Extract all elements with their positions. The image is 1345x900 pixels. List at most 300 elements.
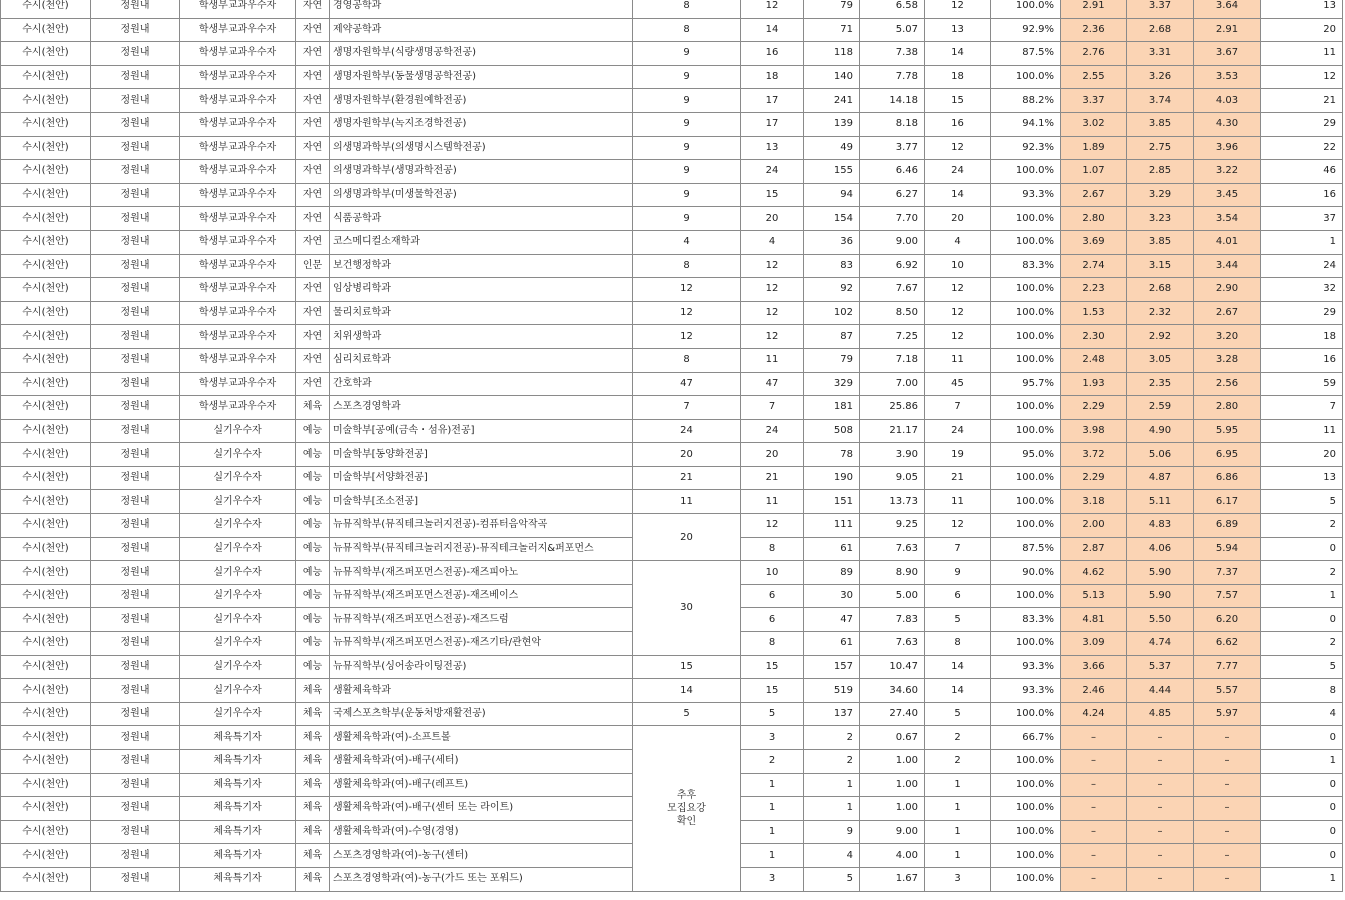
track-cell[interactable]: 체육	[296, 726, 330, 750]
grade-bottom-cell[interactable]: –	[1194, 867, 1261, 891]
grade-top-cell[interactable]: 4.81	[1061, 608, 1127, 632]
waitlist-rank-cell[interactable]: 20	[1261, 18, 1343, 42]
grade-avg-cell[interactable]: 3.23	[1127, 207, 1194, 231]
admission-type-cell[interactable]: 수시(천안)	[1, 42, 91, 66]
quota-type-cell[interactable]: 정원내	[91, 419, 180, 443]
waitlist-rank-cell[interactable]: 0	[1261, 608, 1343, 632]
recruit-count-cell[interactable]: 9	[633, 42, 741, 66]
grade-top-cell[interactable]: 3.37	[1061, 89, 1127, 113]
quota-type-cell[interactable]: 정원내	[91, 632, 180, 656]
competition-rate-cell[interactable]: 7.63	[860, 632, 925, 656]
registration-rate-cell[interactable]: 88.2%	[991, 89, 1061, 113]
enrolled-cell[interactable]: 12	[925, 325, 991, 349]
final-recruit-cell[interactable]: 12	[741, 325, 804, 349]
department-cell[interactable]: 치위생학과	[330, 325, 633, 349]
final-recruit-cell[interactable]: 12	[741, 278, 804, 302]
final-recruit-cell[interactable]: 3	[741, 867, 804, 891]
waitlist-rank-cell[interactable]: 0	[1261, 844, 1343, 868]
quota-type-cell[interactable]: 정원내	[91, 726, 180, 750]
recruit-count-cell[interactable]: 추후 모집요강 확인	[633, 726, 741, 891]
recruit-count-cell[interactable]: 9	[633, 65, 741, 89]
waitlist-rank-cell[interactable]: 5	[1261, 490, 1343, 514]
recruit-count-cell[interactable]: 8	[633, 0, 741, 18]
competition-rate-cell[interactable]: 21.17	[860, 419, 925, 443]
competition-rate-cell[interactable]: 5.07	[860, 18, 925, 42]
selection-type-cell[interactable]: 학생부교과우수자	[180, 278, 296, 302]
recruit-count-cell[interactable]: 9	[633, 183, 741, 207]
registration-rate-cell[interactable]: 100.0%	[991, 160, 1061, 184]
quota-type-cell[interactable]: 정원내	[91, 301, 180, 325]
competition-rate-cell[interactable]: 9.00	[860, 230, 925, 254]
quota-type-cell[interactable]: 정원내	[91, 136, 180, 160]
selection-type-cell[interactable]: 학생부교과우수자	[180, 396, 296, 420]
admission-type-cell[interactable]: 수시(천안)	[1, 0, 91, 18]
track-cell[interactable]: 예능	[296, 466, 330, 490]
final-recruit-cell[interactable]: 21	[741, 466, 804, 490]
final-recruit-cell[interactable]: 11	[741, 348, 804, 372]
applicants-cell[interactable]: 79	[804, 348, 860, 372]
waitlist-rank-cell[interactable]: 59	[1261, 372, 1343, 396]
waitlist-rank-cell[interactable]: 13	[1261, 0, 1343, 18]
registration-rate-cell[interactable]: 100.0%	[991, 844, 1061, 868]
admission-type-cell[interactable]: 수시(천안)	[1, 726, 91, 750]
final-recruit-cell[interactable]: 12	[741, 514, 804, 538]
enrolled-cell[interactable]: 14	[925, 183, 991, 207]
selection-type-cell[interactable]: 체육특기자	[180, 844, 296, 868]
applicants-cell[interactable]: 154	[804, 207, 860, 231]
grade-avg-cell[interactable]: 5.90	[1127, 584, 1194, 608]
registration-rate-cell[interactable]: 100.0%	[991, 867, 1061, 891]
enrolled-cell[interactable]: 4	[925, 230, 991, 254]
recruit-count-cell[interactable]: 9	[633, 136, 741, 160]
competition-rate-cell[interactable]: 7.00	[860, 372, 925, 396]
grade-avg-cell[interactable]: 2.68	[1127, 278, 1194, 302]
registration-rate-cell[interactable]: 83.3%	[991, 608, 1061, 632]
recruit-count-cell[interactable]: 7	[633, 396, 741, 420]
recruit-count-cell[interactable]: 5	[633, 702, 741, 726]
competition-rate-cell[interactable]: 9.00	[860, 820, 925, 844]
grade-bottom-cell[interactable]: 2.91	[1194, 18, 1261, 42]
enrolled-cell[interactable]: 12	[925, 514, 991, 538]
selection-type-cell[interactable]: 학생부교과우수자	[180, 207, 296, 231]
department-cell[interactable]: 생명자원학부(동물생명공학전공)	[330, 65, 633, 89]
applicants-cell[interactable]: 4	[804, 844, 860, 868]
department-cell[interactable]: 의생명과학부(미생물학전공)	[330, 183, 633, 207]
grade-avg-cell[interactable]: 4.83	[1127, 514, 1194, 538]
selection-type-cell[interactable]: 실기우수자	[180, 655, 296, 679]
recruit-count-cell[interactable]: 9	[633, 207, 741, 231]
waitlist-rank-cell[interactable]: 0	[1261, 820, 1343, 844]
grade-bottom-cell[interactable]: 7.77	[1194, 655, 1261, 679]
applicants-cell[interactable]: 2	[804, 750, 860, 774]
applicants-cell[interactable]: 329	[804, 372, 860, 396]
registration-rate-cell[interactable]: 100.0%	[991, 0, 1061, 18]
competition-rate-cell[interactable]: 9.05	[860, 466, 925, 490]
quota-type-cell[interactable]: 정원내	[91, 160, 180, 184]
applicants-cell[interactable]: 87	[804, 325, 860, 349]
final-recruit-cell[interactable]: 2	[741, 750, 804, 774]
enrolled-cell[interactable]: 24	[925, 160, 991, 184]
selection-type-cell[interactable]: 학생부교과우수자	[180, 65, 296, 89]
department-cell[interactable]: 식품공학과	[330, 207, 633, 231]
selection-type-cell[interactable]: 학생부교과우수자	[180, 42, 296, 66]
recruit-count-cell[interactable]: 24	[633, 419, 741, 443]
waitlist-rank-cell[interactable]: 20	[1261, 443, 1343, 467]
enrolled-cell[interactable]: 11	[925, 348, 991, 372]
waitlist-rank-cell[interactable]: 37	[1261, 207, 1343, 231]
registration-rate-cell[interactable]: 100.0%	[991, 65, 1061, 89]
track-cell[interactable]: 자연	[296, 325, 330, 349]
grade-bottom-cell[interactable]: 3.54	[1194, 207, 1261, 231]
competition-rate-cell[interactable]: 8.18	[860, 112, 925, 136]
enrolled-cell[interactable]: 18	[925, 65, 991, 89]
admission-type-cell[interactable]: 수시(천안)	[1, 514, 91, 538]
grade-avg-cell[interactable]: –	[1127, 797, 1194, 821]
department-cell[interactable]: 생활체육학과(여)-소프트볼	[330, 726, 633, 750]
selection-type-cell[interactable]: 학생부교과우수자	[180, 18, 296, 42]
recruit-count-cell[interactable]: 9	[633, 160, 741, 184]
competition-rate-cell[interactable]: 6.27	[860, 183, 925, 207]
final-recruit-cell[interactable]: 7	[741, 396, 804, 420]
grade-top-cell[interactable]: 2.29	[1061, 396, 1127, 420]
registration-rate-cell[interactable]: 100.0%	[991, 278, 1061, 302]
admission-type-cell[interactable]: 수시(천안)	[1, 537, 91, 561]
grade-bottom-cell[interactable]: 3.28	[1194, 348, 1261, 372]
registration-rate-cell[interactable]: 100.0%	[991, 396, 1061, 420]
grade-top-cell[interactable]: 2.00	[1061, 514, 1127, 538]
grade-top-cell[interactable]: 2.46	[1061, 679, 1127, 703]
grade-top-cell[interactable]: 1.89	[1061, 136, 1127, 160]
final-recruit-cell[interactable]: 8	[741, 632, 804, 656]
admission-type-cell[interactable]: 수시(천안)	[1, 844, 91, 868]
admission-type-cell[interactable]: 수시(천안)	[1, 608, 91, 632]
competition-rate-cell[interactable]: 6.46	[860, 160, 925, 184]
selection-type-cell[interactable]: 학생부교과우수자	[180, 112, 296, 136]
final-recruit-cell[interactable]: 17	[741, 89, 804, 113]
enrolled-cell[interactable]: 45	[925, 372, 991, 396]
waitlist-rank-cell[interactable]: 0	[1261, 797, 1343, 821]
track-cell[interactable]: 체육	[296, 702, 330, 726]
applicants-cell[interactable]: 5	[804, 867, 860, 891]
registration-rate-cell[interactable]: 92.3%	[991, 136, 1061, 160]
department-cell[interactable]: 뉴뮤직학부(재즈퍼포먼스전공)-재즈드럼	[330, 608, 633, 632]
quota-type-cell[interactable]: 정원내	[91, 348, 180, 372]
applicants-cell[interactable]: 190	[804, 466, 860, 490]
competition-rate-cell[interactable]: 14.18	[860, 89, 925, 113]
registration-rate-cell[interactable]: 90.0%	[991, 561, 1061, 585]
grade-top-cell[interactable]: –	[1061, 773, 1127, 797]
recruit-count-cell[interactable]: 12	[633, 278, 741, 302]
recruit-count-cell[interactable]: 4	[633, 230, 741, 254]
admission-type-cell[interactable]: 수시(천안)	[1, 632, 91, 656]
track-cell[interactable]: 자연	[296, 160, 330, 184]
grade-top-cell[interactable]: 2.48	[1061, 348, 1127, 372]
track-cell[interactable]: 자연	[296, 18, 330, 42]
enrolled-cell[interactable]: 12	[925, 136, 991, 160]
quota-type-cell[interactable]: 정원내	[91, 254, 180, 278]
recruit-count-cell[interactable]: 9	[633, 89, 741, 113]
applicants-cell[interactable]: 49	[804, 136, 860, 160]
enrolled-cell[interactable]: 9	[925, 561, 991, 585]
admission-type-cell[interactable]: 수시(천안)	[1, 207, 91, 231]
registration-rate-cell[interactable]: 83.3%	[991, 254, 1061, 278]
grade-avg-cell[interactable]: 5.11	[1127, 490, 1194, 514]
registration-rate-cell[interactable]: 100.0%	[991, 820, 1061, 844]
final-recruit-cell[interactable]: 16	[741, 42, 804, 66]
applicants-cell[interactable]: 94	[804, 183, 860, 207]
quota-type-cell[interactable]: 정원내	[91, 750, 180, 774]
selection-type-cell[interactable]: 체육특기자	[180, 867, 296, 891]
selection-type-cell[interactable]: 학생부교과우수자	[180, 89, 296, 113]
grade-top-cell[interactable]: 2.55	[1061, 65, 1127, 89]
quota-type-cell[interactable]: 정원내	[91, 325, 180, 349]
waitlist-rank-cell[interactable]: 8	[1261, 679, 1343, 703]
selection-type-cell[interactable]: 학생부교과우수자	[180, 136, 296, 160]
recruit-count-cell[interactable]: 47	[633, 372, 741, 396]
competition-rate-cell[interactable]: 25.86	[860, 396, 925, 420]
final-recruit-cell[interactable]: 18	[741, 65, 804, 89]
waitlist-rank-cell[interactable]: 0	[1261, 726, 1343, 750]
waitlist-rank-cell[interactable]: 5	[1261, 655, 1343, 679]
grade-avg-cell[interactable]: 5.50	[1127, 608, 1194, 632]
grade-avg-cell[interactable]: 3.29	[1127, 183, 1194, 207]
competition-rate-cell[interactable]: 7.63	[860, 537, 925, 561]
grade-bottom-cell[interactable]: 2.67	[1194, 301, 1261, 325]
grade-avg-cell[interactable]: 3.05	[1127, 348, 1194, 372]
department-cell[interactable]: 뉴뮤직학부(뮤직테크놀러지전공)-컴퓨터음악작곡	[330, 514, 633, 538]
applicants-cell[interactable]: 137	[804, 702, 860, 726]
recruit-count-cell[interactable]: 9	[633, 112, 741, 136]
quota-type-cell[interactable]: 정원내	[91, 844, 180, 868]
admission-type-cell[interactable]: 수시(천안)	[1, 278, 91, 302]
department-cell[interactable]: 스포츠경영학과(여)-농구(센터)	[330, 844, 633, 868]
final-recruit-cell[interactable]: 6	[741, 608, 804, 632]
applicants-cell[interactable]: 30	[804, 584, 860, 608]
waitlist-rank-cell[interactable]: 4	[1261, 702, 1343, 726]
grade-top-cell[interactable]: 3.72	[1061, 443, 1127, 467]
grade-top-cell[interactable]: 3.69	[1061, 230, 1127, 254]
registration-rate-cell[interactable]: 100.0%	[991, 325, 1061, 349]
grade-bottom-cell[interactable]: 3.67	[1194, 42, 1261, 66]
grade-bottom-cell[interactable]: 2.90	[1194, 278, 1261, 302]
department-cell[interactable]: 의생명과학부(의생명시스템학전공)	[330, 136, 633, 160]
final-recruit-cell[interactable]: 13	[741, 136, 804, 160]
grade-avg-cell[interactable]: 2.35	[1127, 372, 1194, 396]
grade-top-cell[interactable]: 2.29	[1061, 466, 1127, 490]
grade-top-cell[interactable]: 2.91	[1061, 0, 1127, 18]
grade-avg-cell[interactable]: 3.31	[1127, 42, 1194, 66]
waitlist-rank-cell[interactable]: 29	[1261, 301, 1343, 325]
final-recruit-cell[interactable]: 15	[741, 655, 804, 679]
grade-bottom-cell[interactable]: 4.30	[1194, 112, 1261, 136]
applicants-cell[interactable]: 111	[804, 514, 860, 538]
quota-type-cell[interactable]: 정원내	[91, 584, 180, 608]
grade-bottom-cell[interactable]: 3.53	[1194, 65, 1261, 89]
waitlist-rank-cell[interactable]: 12	[1261, 65, 1343, 89]
selection-type-cell[interactable]: 실기우수자	[180, 537, 296, 561]
enrolled-cell[interactable]: 20	[925, 207, 991, 231]
registration-rate-cell[interactable]: 100.0%	[991, 207, 1061, 231]
quota-type-cell[interactable]: 정원내	[91, 466, 180, 490]
registration-rate-cell[interactable]: 87.5%	[991, 42, 1061, 66]
applicants-cell[interactable]: 519	[804, 679, 860, 703]
waitlist-rank-cell[interactable]: 16	[1261, 183, 1343, 207]
competition-rate-cell[interactable]: 7.70	[860, 207, 925, 231]
track-cell[interactable]: 자연	[296, 301, 330, 325]
applicants-cell[interactable]: 241	[804, 89, 860, 113]
registration-rate-cell[interactable]: 87.5%	[991, 537, 1061, 561]
quota-type-cell[interactable]: 정원내	[91, 679, 180, 703]
applicants-cell[interactable]: 61	[804, 537, 860, 561]
department-cell[interactable]: 코스메디컬소재학과	[330, 230, 633, 254]
admission-type-cell[interactable]: 수시(천안)	[1, 348, 91, 372]
quota-type-cell[interactable]: 정원내	[91, 183, 180, 207]
department-cell[interactable]: 뉴뮤직학부(재즈퍼포먼스전공)-재즈피아노	[330, 561, 633, 585]
selection-type-cell[interactable]: 학생부교과우수자	[180, 0, 296, 18]
grade-avg-cell[interactable]: 5.90	[1127, 561, 1194, 585]
grade-top-cell[interactable]: 2.23	[1061, 278, 1127, 302]
grade-avg-cell[interactable]: 2.92	[1127, 325, 1194, 349]
department-cell[interactable]: 생명자원학부(녹지조경학전공)	[330, 112, 633, 136]
track-cell[interactable]: 자연	[296, 89, 330, 113]
waitlist-rank-cell[interactable]: 18	[1261, 325, 1343, 349]
competition-rate-cell[interactable]: 8.90	[860, 561, 925, 585]
grade-bottom-cell[interactable]: 6.95	[1194, 443, 1261, 467]
grade-avg-cell[interactable]: 4.44	[1127, 679, 1194, 703]
final-recruit-cell[interactable]: 24	[741, 160, 804, 184]
competition-rate-cell[interactable]: 1.00	[860, 750, 925, 774]
department-cell[interactable]: 생활체육학과(여)-배구(레프트)	[330, 773, 633, 797]
waitlist-rank-cell[interactable]: 2	[1261, 514, 1343, 538]
grade-avg-cell[interactable]: 3.37	[1127, 0, 1194, 18]
enrolled-cell[interactable]: 1	[925, 820, 991, 844]
quota-type-cell[interactable]: 정원내	[91, 278, 180, 302]
waitlist-rank-cell[interactable]: 11	[1261, 42, 1343, 66]
grade-bottom-cell[interactable]: 6.89	[1194, 514, 1261, 538]
grade-bottom-cell[interactable]: 3.20	[1194, 325, 1261, 349]
final-recruit-cell[interactable]: 12	[741, 0, 804, 18]
applicants-cell[interactable]: 2	[804, 726, 860, 750]
grade-avg-cell[interactable]: 2.59	[1127, 396, 1194, 420]
admission-type-cell[interactable]: 수시(천안)	[1, 466, 91, 490]
admission-type-cell[interactable]: 수시(천안)	[1, 750, 91, 774]
grade-bottom-cell[interactable]: 7.37	[1194, 561, 1261, 585]
quota-type-cell[interactable]: 정원내	[91, 773, 180, 797]
enrolled-cell[interactable]: 21	[925, 466, 991, 490]
department-cell[interactable]: 생활체육학과(여)-배구(세터)	[330, 750, 633, 774]
department-cell[interactable]: 뉴뮤직학부(싱어송라이팅전공)	[330, 655, 633, 679]
track-cell[interactable]: 예능	[296, 419, 330, 443]
grade-top-cell[interactable]: 3.98	[1061, 419, 1127, 443]
admission-type-cell[interactable]: 수시(천안)	[1, 773, 91, 797]
enrolled-cell[interactable]: 14	[925, 655, 991, 679]
applicants-cell[interactable]: 71	[804, 18, 860, 42]
department-cell[interactable]: 보건행정학과	[330, 254, 633, 278]
final-recruit-cell[interactable]: 14	[741, 18, 804, 42]
department-cell[interactable]: 생활체육학과(여)-배구(센터 또는 라이트)	[330, 797, 633, 821]
selection-type-cell[interactable]: 학생부교과우수자	[180, 183, 296, 207]
track-cell[interactable]: 자연	[296, 230, 330, 254]
applicants-cell[interactable]: 155	[804, 160, 860, 184]
selection-type-cell[interactable]: 실기우수자	[180, 514, 296, 538]
track-cell[interactable]: 체육	[296, 797, 330, 821]
competition-rate-cell[interactable]: 7.18	[860, 348, 925, 372]
grade-top-cell[interactable]: 2.87	[1061, 537, 1127, 561]
registration-rate-cell[interactable]: 100.0%	[991, 750, 1061, 774]
grade-bottom-cell[interactable]: 6.86	[1194, 466, 1261, 490]
grade-avg-cell[interactable]: –	[1127, 750, 1194, 774]
applicants-cell[interactable]: 102	[804, 301, 860, 325]
grade-bottom-cell[interactable]: 7.57	[1194, 584, 1261, 608]
track-cell[interactable]: 예능	[296, 490, 330, 514]
registration-rate-cell[interactable]: 92.9%	[991, 18, 1061, 42]
enrolled-cell[interactable]: 15	[925, 89, 991, 113]
competition-rate-cell[interactable]: 6.58	[860, 0, 925, 18]
enrolled-cell[interactable]: 16	[925, 112, 991, 136]
grade-bottom-cell[interactable]: 3.44	[1194, 254, 1261, 278]
grade-bottom-cell[interactable]: 4.03	[1194, 89, 1261, 113]
enrolled-cell[interactable]: 8	[925, 632, 991, 656]
grade-avg-cell[interactable]: 3.15	[1127, 254, 1194, 278]
recruit-count-cell[interactable]: 12	[633, 301, 741, 325]
final-recruit-cell[interactable]: 20	[741, 443, 804, 467]
grade-avg-cell[interactable]: –	[1127, 773, 1194, 797]
quota-type-cell[interactable]: 정원내	[91, 561, 180, 585]
track-cell[interactable]: 체육	[296, 820, 330, 844]
applicants-cell[interactable]: 151	[804, 490, 860, 514]
quota-type-cell[interactable]: 정원내	[91, 797, 180, 821]
department-cell[interactable]: 스포츠경영학과	[330, 396, 633, 420]
department-cell[interactable]: 간호학과	[330, 372, 633, 396]
grade-avg-cell[interactable]: 4.87	[1127, 466, 1194, 490]
selection-type-cell[interactable]: 실기우수자	[180, 466, 296, 490]
grade-top-cell[interactable]: 4.62	[1061, 561, 1127, 585]
recruit-count-cell[interactable]: 30	[633, 561, 741, 655]
enrolled-cell[interactable]: 1	[925, 773, 991, 797]
competition-rate-cell[interactable]: 1.67	[860, 867, 925, 891]
quota-type-cell[interactable]: 정원내	[91, 537, 180, 561]
registration-rate-cell[interactable]: 100.0%	[991, 490, 1061, 514]
enrolled-cell[interactable]: 10	[925, 254, 991, 278]
track-cell[interactable]: 자연	[296, 65, 330, 89]
waitlist-rank-cell[interactable]: 16	[1261, 348, 1343, 372]
selection-type-cell[interactable]: 체육특기자	[180, 773, 296, 797]
final-recruit-cell[interactable]: 1	[741, 844, 804, 868]
grade-avg-cell[interactable]: 4.06	[1127, 537, 1194, 561]
quota-type-cell[interactable]: 정원내	[91, 514, 180, 538]
quota-type-cell[interactable]: 정원내	[91, 820, 180, 844]
track-cell[interactable]: 체육	[296, 679, 330, 703]
final-recruit-cell[interactable]: 20	[741, 207, 804, 231]
track-cell[interactable]: 자연	[296, 136, 330, 160]
competition-rate-cell[interactable]: 7.67	[860, 278, 925, 302]
final-recruit-cell[interactable]: 12	[741, 254, 804, 278]
applicants-cell[interactable]: 89	[804, 561, 860, 585]
enrolled-cell[interactable]: 6	[925, 584, 991, 608]
department-cell[interactable]: 뉴뮤직학부(뮤직테크놀러지전공)-뮤직테크놀러지&퍼포먼스	[330, 537, 633, 561]
grade-bottom-cell[interactable]: 5.97	[1194, 702, 1261, 726]
grade-top-cell[interactable]: –	[1061, 726, 1127, 750]
applicants-cell[interactable]: 78	[804, 443, 860, 467]
recruit-count-cell[interactable]: 20	[633, 514, 741, 561]
applicants-cell[interactable]: 140	[804, 65, 860, 89]
applicants-cell[interactable]: 36	[804, 230, 860, 254]
track-cell[interactable]: 예능	[296, 584, 330, 608]
registration-rate-cell[interactable]: 93.3%	[991, 655, 1061, 679]
department-cell[interactable]: 의생명과학부(생명과학전공)	[330, 160, 633, 184]
grade-top-cell[interactable]: 2.67	[1061, 183, 1127, 207]
waitlist-rank-cell[interactable]: 22	[1261, 136, 1343, 160]
